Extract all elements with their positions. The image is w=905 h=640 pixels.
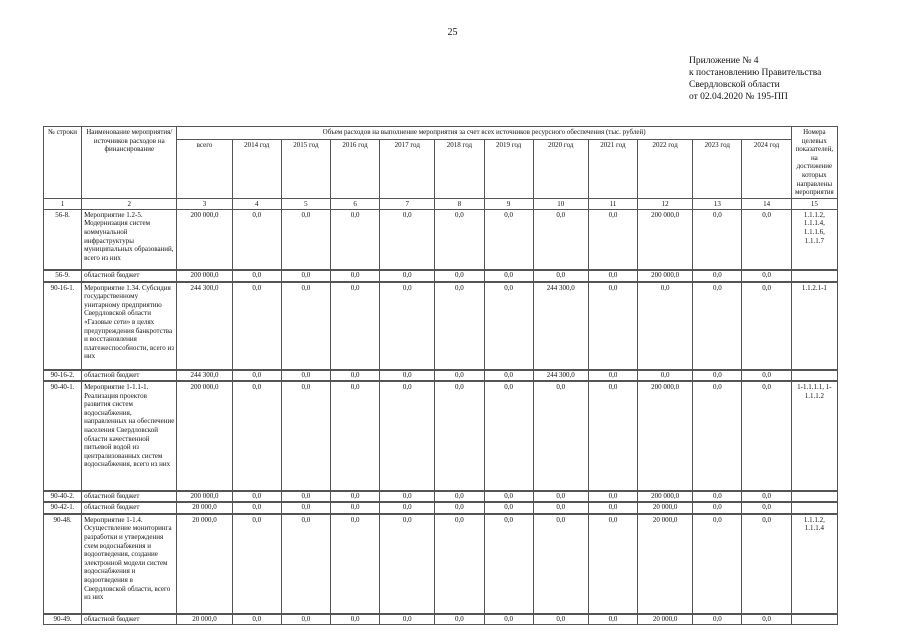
row-value: 0,0 <box>742 270 791 281</box>
row-value: 0,0 <box>281 502 330 513</box>
row-number: 90-40-2. <box>44 491 82 502</box>
row-number: 90-16-2. <box>44 370 82 381</box>
row-value: 0,0 <box>232 381 281 491</box>
row-number: 56-8. <box>44 209 82 270</box>
row-value: 0,0 <box>380 491 435 502</box>
row-value: 0,0 <box>742 370 791 381</box>
row-value: 0,0 <box>330 502 379 513</box>
row-value: 0,0 <box>588 282 637 370</box>
row-targets <box>791 491 837 502</box>
appendix-line: Свердловской области <box>689 80 780 90</box>
appendix-line: Приложение № 4 <box>689 56 759 66</box>
column-number: 5 <box>281 198 330 209</box>
row-value: 0,0 <box>484 491 533 502</box>
row-value: 0,0 <box>380 282 435 370</box>
row-value: 0,0 <box>232 270 281 281</box>
table-row <box>44 614 838 625</box>
header-year: 2024 год <box>742 140 791 198</box>
row-value: 0,0 <box>588 381 637 491</box>
table-row <box>44 370 838 381</box>
row-value: 0,0 <box>742 502 791 513</box>
row-value: 0,0 <box>281 381 330 491</box>
column-number: 13 <box>693 198 742 209</box>
row-value: 0,0 <box>693 209 742 270</box>
row-value: 0,0 <box>232 209 281 270</box>
header-year: 2020 год <box>533 140 588 198</box>
row-name: областной бюджет <box>82 491 177 502</box>
row-value: 0,0 <box>232 514 281 614</box>
row-value: 0,0 <box>693 381 742 491</box>
row-value: 0,0 <box>380 270 435 281</box>
row-number: 56-9. <box>44 270 82 281</box>
table-row <box>44 282 838 370</box>
table-row <box>44 381 838 491</box>
row-value: 0,0 <box>435 209 484 270</box>
row-value: 0,0 <box>533 502 588 513</box>
row-value: 0,0 <box>742 209 791 270</box>
row-value: 0,0 <box>484 282 533 370</box>
header-targets: Номера целевых показателей, на достижение которых направлены мероприятия <box>791 127 837 199</box>
row-name: Мероприятие 1-1.1-1. Реализация проектов развития систем водоснабжения, направленных на обеспечение населения Свердловской области качественной питьевой водой из централизованных систем водоснабжения, всего из них <box>82 381 177 491</box>
header-year: 2023 год <box>693 140 742 198</box>
table-row <box>44 209 838 270</box>
row-value: 20 000,0 <box>177 614 232 625</box>
header-year: 2016 год <box>330 140 379 198</box>
column-number: 10 <box>533 198 588 209</box>
row-value: 0,0 <box>281 282 330 370</box>
column-number: 6 <box>330 198 379 209</box>
header-year: всего <box>177 140 232 198</box>
row-value: 0,0 <box>380 381 435 491</box>
row-value: 0,0 <box>281 370 330 381</box>
column-number: 15 <box>791 198 837 209</box>
column-number: 4 <box>232 198 281 209</box>
row-value: 0,0 <box>484 381 533 491</box>
column-number: 8 <box>435 198 484 209</box>
row-targets <box>791 370 837 381</box>
row-value: 0,0 <box>484 614 533 625</box>
row-value: 0,0 <box>588 370 637 381</box>
row-value: 200 000,0 <box>177 209 232 270</box>
row-value: 0,0 <box>232 502 281 513</box>
row-value: 20 000,0 <box>177 502 232 513</box>
row-value: 0,0 <box>435 514 484 614</box>
row-value: 0,0 <box>380 370 435 381</box>
row-value: 0,0 <box>742 282 791 370</box>
row-number: 90-16-1. <box>44 282 82 370</box>
row-number: 90-48. <box>44 514 82 614</box>
row-value: 244 300,0 <box>177 370 232 381</box>
header-row-no: № строки <box>44 127 82 199</box>
row-value: 0,0 <box>742 614 791 625</box>
row-value: 0,0 <box>435 370 484 381</box>
appendix-block <box>689 55 821 103</box>
row-value: 0,0 <box>693 614 742 625</box>
page-number: 25 <box>447 27 458 38</box>
header-year: 2019 год <box>484 140 533 198</box>
row-value: 0,0 <box>281 491 330 502</box>
row-value: 0,0 <box>232 491 281 502</box>
row-value: 0,0 <box>484 514 533 614</box>
row-value: 244 300,0 <box>533 370 588 381</box>
row-value: 0,0 <box>588 270 637 281</box>
row-targets <box>791 502 837 513</box>
row-value: 0,0 <box>533 381 588 491</box>
row-value: 0,0 <box>742 381 791 491</box>
row-value: 0,0 <box>330 270 379 281</box>
row-name: Мероприятие 1-1.4. Осуществление мониторинга разработки и утверждения схем водоснабжения и водоотведения, создание электронной модели систем водоснабжения и водоотведения в Свердловской области, всего из них <box>82 514 177 614</box>
row-value: 200 000,0 <box>638 491 693 502</box>
column-number: 12 <box>638 198 693 209</box>
row-number: 90-40-1. <box>44 381 82 491</box>
table-row <box>44 502 838 513</box>
row-value: 0,0 <box>281 209 330 270</box>
column-number-row <box>44 198 838 209</box>
row-value: 0,0 <box>330 370 379 381</box>
row-value: 0,0 <box>281 614 330 625</box>
row-value: 0,0 <box>693 514 742 614</box>
row-targets <box>791 270 837 281</box>
row-value: 0,0 <box>380 502 435 513</box>
column-number: 11 <box>588 198 637 209</box>
row-value: 20 000,0 <box>638 614 693 625</box>
row-value: 0,0 <box>742 514 791 614</box>
row-value: 0,0 <box>435 381 484 491</box>
row-value: 20 000,0 <box>177 514 232 614</box>
row-targets: 1.1.1.2, 1.1.1.4, 1.1.1.6, 1.1.1.7 <box>791 209 837 270</box>
row-value: 0,0 <box>638 370 693 381</box>
row-targets: 1.1.2.1-1 <box>791 282 837 370</box>
row-value: 0,0 <box>693 270 742 281</box>
row-value: 244 300,0 <box>177 282 232 370</box>
row-value: 0,0 <box>330 209 379 270</box>
row-value: 0,0 <box>330 282 379 370</box>
row-name: областной бюджет <box>82 614 177 625</box>
header-year: 2014 год <box>232 140 281 198</box>
column-number: 2 <box>82 198 177 209</box>
row-value: 0,0 <box>435 614 484 625</box>
row-value: 0,0 <box>693 502 742 513</box>
row-targets: 1.1.1.2, 1.1.1.4 <box>791 514 837 614</box>
row-value: 0,0 <box>588 491 637 502</box>
row-targets <box>791 614 837 625</box>
row-value: 200 000,0 <box>638 381 693 491</box>
row-value: 0,0 <box>693 282 742 370</box>
row-value: 200 000,0 <box>177 270 232 281</box>
row-value: 200 000,0 <box>177 381 232 491</box>
row-value: 0,0 <box>484 370 533 381</box>
row-targets: 1-1.1.1.1, 1-1.1.1.2 <box>791 381 837 491</box>
row-value: 0,0 <box>330 381 379 491</box>
row-value: 0,0 <box>435 502 484 513</box>
row-value: 0,0 <box>742 491 791 502</box>
row-name: областной бюджет <box>82 502 177 513</box>
header-year: 2018 год <box>435 140 484 198</box>
row-value: 0,0 <box>330 491 379 502</box>
table-row <box>44 514 838 614</box>
row-name: областной бюджет <box>82 270 177 281</box>
row-value: 0,0 <box>435 270 484 281</box>
row-value: 0,0 <box>281 270 330 281</box>
expenditure-table <box>43 126 838 625</box>
row-value: 0,0 <box>533 209 588 270</box>
table-row <box>44 270 838 281</box>
row-value: 200 000,0 <box>638 209 693 270</box>
header-year: 2021 год <box>588 140 637 198</box>
row-value: 20 000,0 <box>638 514 693 614</box>
column-number: 7 <box>380 198 435 209</box>
row-number: 90-42-1. <box>44 502 82 513</box>
row-value: 0,0 <box>484 502 533 513</box>
row-value: 0,0 <box>588 614 637 625</box>
row-value: 0,0 <box>380 514 435 614</box>
row-value: 244 300,0 <box>533 282 588 370</box>
row-value: 0,0 <box>693 491 742 502</box>
row-value: 0,0 <box>281 514 330 614</box>
row-value: 0,0 <box>232 282 281 370</box>
row-value: 0,0 <box>380 209 435 270</box>
row-name: Мероприятие 1.2-5. Модернизация систем коммунальной инфраструктуры муниципальных образований, всего из них <box>82 209 177 270</box>
row-value: 0,0 <box>533 514 588 614</box>
row-value: 0,0 <box>533 614 588 625</box>
header-year: 2015 год <box>281 140 330 198</box>
column-number: 9 <box>484 198 533 209</box>
column-number: 14 <box>742 198 791 209</box>
column-number: 1 <box>44 198 82 209</box>
column-number: 3 <box>177 198 232 209</box>
row-value: 0,0 <box>533 491 588 502</box>
row-value: 200 000,0 <box>177 491 232 502</box>
header-year: 2017 год <box>380 140 435 198</box>
row-value: 0,0 <box>435 282 484 370</box>
appendix-line: от 02.04.2020 № 195-ПП <box>689 92 788 102</box>
row-value: 0,0 <box>588 502 637 513</box>
row-value: 0,0 <box>533 270 588 281</box>
row-value: 0,0 <box>588 514 637 614</box>
table-row <box>44 491 838 502</box>
row-value: 20 000,0 <box>638 502 693 513</box>
row-value: 0,0 <box>484 270 533 281</box>
row-value: 0,0 <box>588 209 637 270</box>
row-value: 0,0 <box>330 514 379 614</box>
row-value: 200 000,0 <box>638 270 693 281</box>
row-value: 0,0 <box>380 614 435 625</box>
row-value: 0,0 <box>484 209 533 270</box>
row-value: 0,0 <box>638 282 693 370</box>
row-value: 0,0 <box>330 614 379 625</box>
row-number: 90-49. <box>44 614 82 625</box>
appendix-line: к постановлению Правительства <box>689 68 822 78</box>
row-name: Мероприятие 1.34. Субсидия государственному унитарному предприятию Свердловской области «Газовые сети» в целях предупреждения банкротства и восстановления платежеспособности, всего из них <box>82 282 177 370</box>
row-value: 0,0 <box>232 370 281 381</box>
row-value: 0,0 <box>435 491 484 502</box>
header-volume: Объем расходов на выполнение мероприятия за счет всех источников ресурсного обеспечения (тыс. рублей) <box>177 127 791 140</box>
header-year: 2022 год <box>638 140 693 198</box>
row-value: 0,0 <box>693 370 742 381</box>
row-name: областной бюджет <box>82 370 177 381</box>
row-value: 0,0 <box>232 614 281 625</box>
header-name: Наименование мероприятия/ источников расходов на финансирование <box>82 127 177 199</box>
